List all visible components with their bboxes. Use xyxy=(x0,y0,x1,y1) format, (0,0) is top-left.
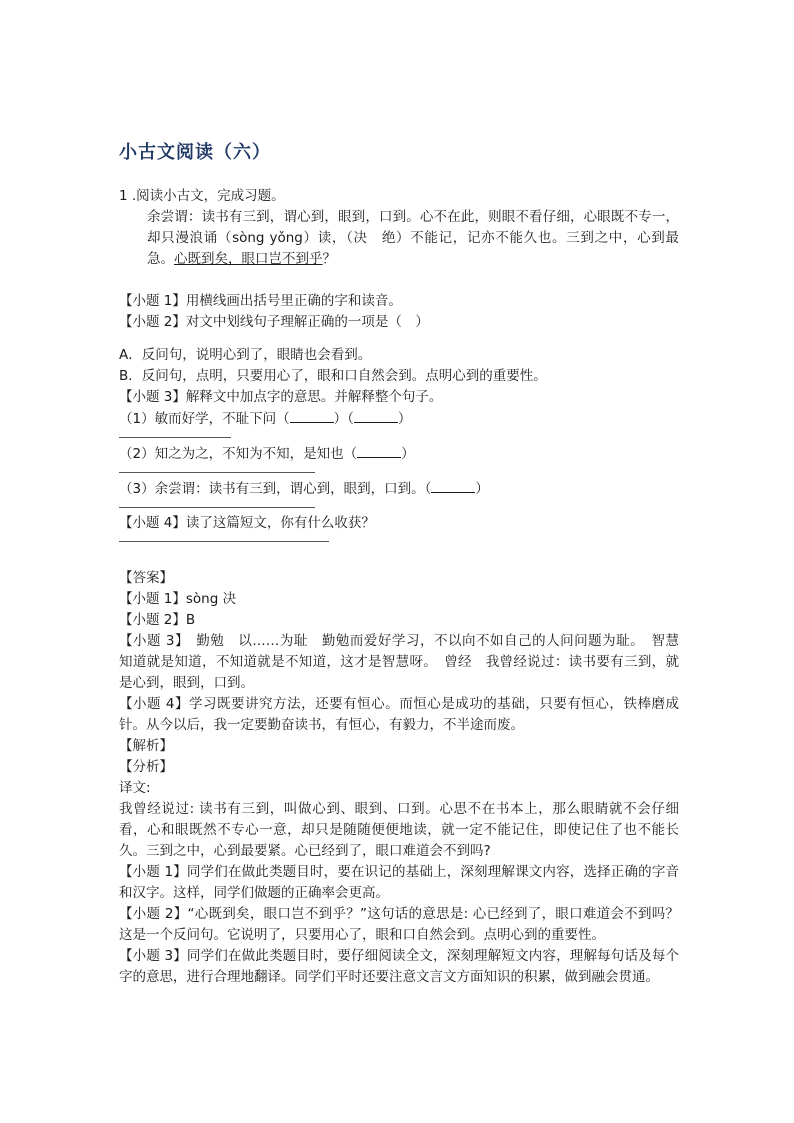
item-3 xyxy=(119,478,679,500)
answer-blank[interactable] xyxy=(354,408,398,423)
analysis-heading: 【解析】 xyxy=(119,738,173,754)
answer-blank[interactable] xyxy=(290,408,334,423)
item-1-mid: ）（ xyxy=(333,411,354,427)
document-body xyxy=(119,186,693,988)
sub-question-1: 【小题 1】用横线画出括号里正确的字和读音。 xyxy=(119,293,402,309)
answer-4: 【小题 4】学习既要讲究方法，还要有恒心。而恒心是成功的基础，只要有恒心，铁棒磨成针。从今以后，我一定要勤奋读书，有恒心，有毅力，不半途而废。 xyxy=(119,696,679,733)
spacer xyxy=(119,270,679,291)
sub-question-4: 【小题 4】读了这篇短文，你有什么收获？ xyxy=(119,515,375,531)
answer-blank[interactable] xyxy=(357,443,401,458)
item-2-end: ） xyxy=(401,446,415,462)
item-2-text: （2）知之为之，不知为不知，是知也（ xyxy=(119,446,358,462)
item-1-text: （1）敏而好学，不耻下问（ xyxy=(119,411,290,427)
passage-text: 余尝谓：读书有三到，谓心到，眼到，口到。心不在此，则眼不看仔细，心眼既不专一，却只漫浪诵（sòng yǒng）读，（决 绝）不能记，记亦不能久也。三到之中，心到最急。 xyxy=(147,209,679,267)
underlined-sentence: 心既到矣，眼口岂不到乎 xyxy=(174,251,323,267)
answer-line[interactable] xyxy=(119,472,315,473)
sub-question-3: 【小题 3】解释文中加点字的意思。并解释整个句子。 xyxy=(119,389,443,405)
question-intro: 1 .阅读小古文，完成习题。 xyxy=(119,188,285,204)
item-2 xyxy=(119,443,679,465)
answer-1: 【小题 1】sòng 决 xyxy=(119,591,237,607)
item-1-end: ） xyxy=(397,411,412,427)
option-a: A．反问句，说明心到了，眼睛也会看到。 xyxy=(119,347,372,363)
answer-heading: 【答案】 xyxy=(119,570,173,586)
passage xyxy=(119,207,679,270)
explanation-3: 【小题 3】同学们在做此类题目时，要仔细阅读全文，深刻理解短文内容，理解每句话及每个字的意思，进行合理地翻译。同学们平时还要注意文言文方面知识的积累，做到融会贯通。 xyxy=(119,948,679,985)
item-3-text: （3）余尝谓：读书有三到，谓心到，眼到，口到。（ xyxy=(119,481,432,497)
sub-question-2: 【小题 2】对文中划线句子理解正确的一项是（ ） xyxy=(119,314,429,330)
answer-2: 【小题 2】B xyxy=(119,612,196,628)
item-1 xyxy=(119,408,679,430)
spacer xyxy=(119,333,679,345)
analysis-sub-heading: 【分析】 xyxy=(119,759,173,775)
answer-line[interactable] xyxy=(119,437,231,438)
translation-text: 我曾经说过: 读书有三到，叫做心到、眼到、口到。心思不在书本上，那么眼睛就不会仔细看，心和眼既然不专心一意，却只是随随便便地读，就一定不能记住，即使记住了也不能长久。三到之中，心到最要紧。心已经到了，眼口难道会不到吗? xyxy=(119,801,679,859)
translation-label: 译文: xyxy=(119,780,151,796)
answer-line[interactable] xyxy=(119,507,315,508)
answer-blank[interactable] xyxy=(431,478,475,493)
passage-end: ？ xyxy=(322,251,336,267)
spacer xyxy=(119,547,679,568)
answer-3: 【小题 3】 勤勉 以……为耻 勤勉而爱好学习，不以向不如自己的人问问题为耻。 智慧 知道就是知道，不知道就是不知道，这才是智慧呀。 曾经 我曾经说过：读书要有三到，就是心到，眼到，口到。 xyxy=(119,633,693,691)
item-3-end: ） xyxy=(475,481,489,497)
explanation-2: 【小题 2】“心既到矣，眼口岂不到乎？”这句话的意思是: 心已经到了，眼口难道会不到吗？这是一个反问句。它说明了，只要用心了，眼和口自然会到。点明心到的重要性。 xyxy=(119,906,679,943)
explanation-1: 【小题 1】同学们在做此类题目时，要在识记的基础上，深刻理解课文内容，选择正确的字音和汉字。这样，同学们做题的正确率会更高。 xyxy=(119,864,679,901)
page-title: 小古文阅读（六） xyxy=(119,142,271,163)
answer-line[interactable] xyxy=(119,541,329,542)
option-b: B．反问句，点明，只要用心了，眼和口自然会到。点明心到的重要性。 xyxy=(119,368,547,384)
